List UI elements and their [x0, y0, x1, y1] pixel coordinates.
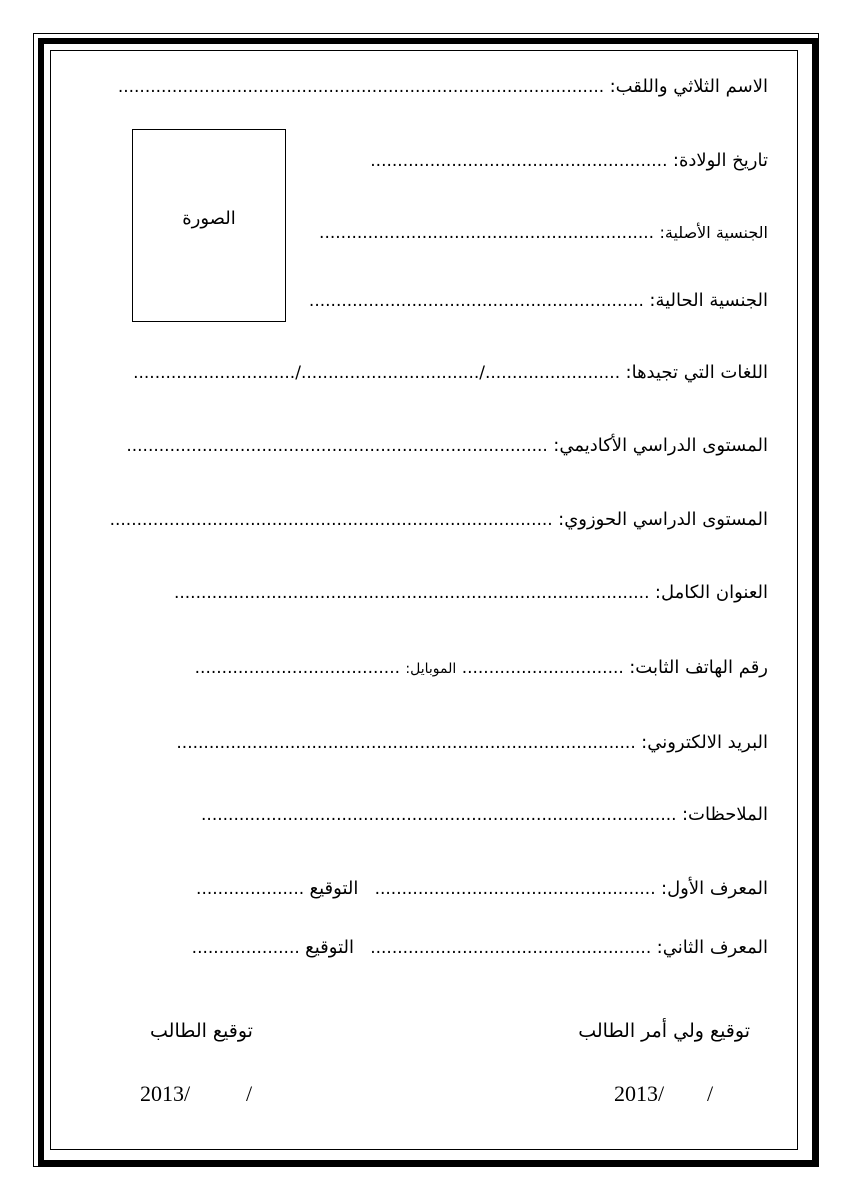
birth-date-row: [370, 150, 768, 172]
mobile-label: الموبايل:: [405, 661, 457, 677]
nationality-original-dots[interactable]: ..............................................................: [319, 223, 655, 243]
hawza-level-row: [110, 509, 768, 531]
referee-2-label: المعرف الثاني:: [656, 937, 768, 958]
referee-2-row: [192, 937, 768, 959]
guardian-date-slash: /: [707, 1081, 714, 1106]
academic-level-dots[interactable]: ..............................................................................: [126, 436, 548, 456]
referee-1-row: [196, 878, 768, 900]
full-name-dots[interactable]: ..........................................................................................: [117, 77, 605, 97]
nationality-original-label: الجنسية الأصلية:: [659, 223, 768, 242]
referee-1-signature-label: التوقيع: [309, 878, 359, 899]
nationality-original-row: [319, 222, 768, 244]
notes-dots[interactable]: ........................................................................................: [201, 805, 677, 825]
referee-2-signature-label: التوقيع: [305, 937, 354, 958]
phone-row: [195, 657, 768, 680]
nationality-current-row: [309, 290, 768, 312]
landline-label: رقم الهاتف الثابت:: [629, 657, 768, 678]
full-name-label: الاسم الثلاثي واللقب:: [609, 76, 768, 97]
referee-1-label: المعرف الأول:: [661, 878, 768, 899]
email-row: [176, 732, 768, 754]
referee-2-signature-dots[interactable]: ....................: [191, 938, 300, 958]
email-label: البريد الالكتروني:: [641, 732, 768, 753]
address-row: [174, 582, 768, 604]
hawza-level-dots[interactable]: ..................................................................................: [109, 510, 553, 530]
academic-level-label: المستوى الدراسي الأكاديمي:: [553, 435, 768, 456]
student-signature-label: توقيع الطالب: [150, 1020, 253, 1042]
photo-label: الصورة: [182, 208, 236, 229]
guardian-date-year[interactable]: 2013/: [614, 1081, 665, 1106]
language-3-dots[interactable]: ..............................: [133, 363, 296, 383]
birth-date-label: تاريخ الولادة:: [672, 150, 768, 171]
academic-level-row: [126, 435, 768, 457]
languages-row: اللغات التي تجيدها: ........................./................................./..............................: [133, 362, 768, 383]
notes-label: الملاحظات:: [681, 804, 768, 825]
hawza-level-label: المستوى الدراسي الحوزوي:: [558, 509, 768, 530]
guardian-signature-label: توقيع ولي أمر الطالب: [578, 1020, 750, 1042]
full-name-row: [118, 76, 768, 98]
birth-date-dots[interactable]: .......................................................: [370, 151, 668, 171]
address-label: العنوان الكامل:: [654, 582, 768, 603]
language-2-dots[interactable]: .................................: [300, 363, 480, 383]
notes-row: [201, 804, 768, 826]
languages-label: اللغات التي تجيدها:: [625, 362, 768, 383]
mobile-dots[interactable]: ......................................: [194, 658, 401, 678]
referee-1-dots[interactable]: ....................................................: [374, 879, 656, 899]
photo-box: [132, 129, 286, 322]
address-dots[interactable]: ........................................................................................: [173, 583, 650, 603]
language-1-dots[interactable]: .........................: [485, 363, 621, 383]
student-date-slash: /: [246, 1081, 253, 1106]
referee-2-dots[interactable]: ....................................................: [370, 938, 652, 958]
student-date-year[interactable]: 2013/: [140, 1081, 191, 1106]
email-dots[interactable]: .....................................................................................: [176, 733, 636, 753]
landline-dots[interactable]: ..............................: [461, 658, 624, 678]
referee-1-signature-dots[interactable]: ....................: [196, 879, 305, 899]
nationality-current-dots[interactable]: ..............................................................: [308, 291, 644, 311]
nationality-current-label: الجنسية الحالية:: [649, 290, 768, 311]
